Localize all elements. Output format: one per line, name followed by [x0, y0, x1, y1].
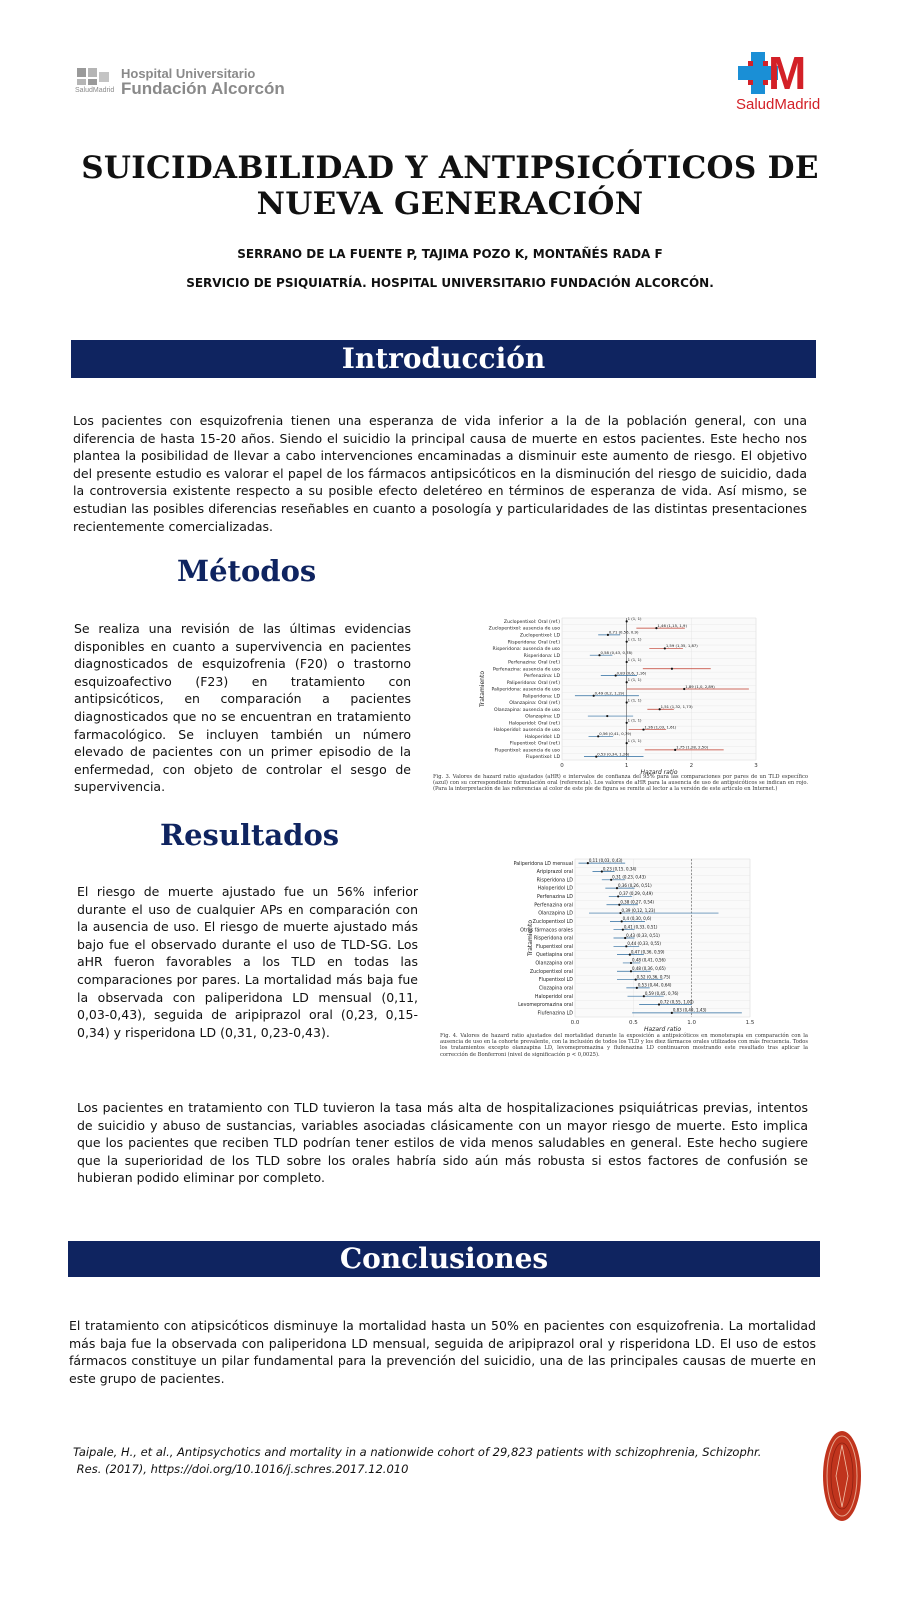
category-label: Clozapina oral — [538, 986, 573, 992]
intro-heading: Introducción — [341, 342, 546, 375]
affiliation: SERVICIO DE PSIQUIATRÍA. HOSPITAL UNIVERSITARIO FUNDACIÓN ALCORCÓN. — [186, 276, 714, 290]
value-label: 1 (1, 1) — [627, 656, 642, 662]
conclusions-heading: Conclusiones — [339, 1242, 549, 1275]
value-label: 1,75 (1,28, 2,50) — [676, 744, 709, 750]
authors: SERRANO DE LA FUENTE P, TAJIMA POZO K, MONTAÑÉS RADA F — [237, 247, 663, 261]
category-label: Olanzapina: Oral (ref.) — [509, 701, 560, 707]
figure-4 — [440, 855, 810, 1060]
value-label: 1 (1, 1) — [627, 697, 642, 703]
hospital-logo — [75, 66, 305, 100]
category-label: Risperidona: LD — [523, 653, 560, 659]
x-tick-label: 0.5 — [628, 1020, 638, 1026]
category-label: Aripiprazol oral — [536, 870, 573, 876]
value-label: 0,44 (0,33, 0,55) — [627, 941, 661, 947]
intro-text: Los pacientes con esquizofrenia tienen una esperanza de vida inferior a la de la población general, con una diferencia de hasta 15-20 años. Siendo el suicidio la principal causa de muerte en estos pacientes. Este hecho nos plantea la posibilidad de llevar a cabo intervenciones encaminadas a disminuir este aumento de riesgo. El objetivo del presente estudio es valorar el papel de los fármacos antipsicóticos en la disminución del riesgo de suicidio, dada la controversia existente respecto a su posible efecto deletéreo en términos de esperanza de vida. Así mismo, se estudian las posibles diferencias reseñables en cuanto a posología y particularidades de las distintas presentaciones recientemente comercializadas. — [73, 413, 807, 534]
category-label: Flupentixol: ausencia de uso — [494, 748, 560, 754]
poster-title: SUICIDABILIDAD Y ANTIPSICÓTICOS DE NUEVA GENERACIÓN — [81, 150, 819, 222]
x-tick-label: 0 — [560, 763, 564, 769]
value-label: 1,89 (1,0, 2,89) — [685, 683, 715, 689]
results-heading: Resultados — [160, 818, 340, 852]
category-label: Perfenazina: Oral (ref.) — [508, 660, 560, 666]
category-label: Perfenazina LD — [537, 895, 573, 901]
category-label: Flupentixol: Oral (ref.) — [509, 741, 560, 747]
category-label: Zuclopentixol: LD — [519, 633, 560, 639]
category-label: Flupentixol LD — [538, 978, 573, 984]
value-label: 1 (1, 1) — [627, 616, 642, 622]
value-label: 0,41 (0,33, 0,51) — [623, 924, 658, 930]
figure-3-caption: Fig. 3. Valores de hazard ratio ajustados (aHR) e intervalos de confianza del 95% para las comparaciones por pares de un TLD específico (azul) con su correspondiente formulación oral (referencia). Los valores de aHR para la ausencia de uso de antipsicóticos se indican en rojo. (Para la interpretación de las referencias al color de este pie de figura se remite al lector a la versión de este artículo en Internet.) — [433, 774, 808, 793]
point-estimate — [671, 668, 673, 670]
point-estimate — [606, 715, 608, 717]
hospital-logo-line2: Fundación Alcorcón — [121, 79, 285, 98]
value-label: 0,43 (0,33, 0,51) — [626, 932, 660, 938]
value-label: 1 (1, 1) — [627, 677, 642, 683]
salud-madrid-text: SaludMadrid — [736, 96, 821, 113]
value-label: 0,48 (0,41, 0,56) — [632, 957, 666, 963]
value-label: 0,36 (0,26, 0,51) — [618, 882, 652, 888]
category-label: Risperidona LD — [536, 878, 573, 884]
category-label: Zuclopentixol LD — [532, 919, 573, 925]
category-label: Olanzapina: LD — [525, 714, 560, 720]
value-label: 0,38 (0,27, 0,54) — [620, 899, 654, 905]
figure-3 — [430, 612, 810, 802]
value-label: 0,72 (0,55, 1,00) — [660, 999, 694, 1005]
value-label: 0,53 (0,44, 0,64) — [637, 982, 672, 988]
intro-banner — [71, 340, 816, 378]
methods-text: Se realiza una revisión de las últimas evidencias disponibles en cuanto a supervivencia en pacientes diagnosticados de esquizofrenia (F20) o trastorno esquizoafectivo (F23) en tratamiento con antipsicóticos, en comparación a pacientes diagnosticados que no se encuentran en tratamiento farmacológico. Se incluyen también un número elevado de pacientes con un primer episodio de la enfermedad, con objeto de controlar el sesgo de supervivencia. — [74, 621, 411, 795]
reference — [73, 1444, 793, 1478]
value-label: 0,48 (0,36, 0,65) — [632, 966, 666, 972]
value-label: 0,39 (0,12, 1,23) — [621, 907, 656, 913]
category-label: Paliperidona: LD — [522, 694, 560, 700]
reference-line-2: Res. (2017), https://doi.org/10.1016/j.schres.2017.12.010 — [73, 1462, 409, 1476]
value-label: 0,11 (0,03, 0,43) — [588, 857, 623, 863]
value-label: 1,59 (1,35, 1,87) — [665, 643, 698, 649]
category-label: Perfenazina: ausencia de uso — [492, 667, 560, 673]
category-label: Otros fármacos orales — [520, 928, 573, 934]
methods-heading: Métodos — [177, 554, 317, 588]
value-label: 0,53 (0,34, 1,26) — [597, 751, 630, 757]
value-label: 0,23 (0,15, 0,34) — [602, 866, 637, 872]
value-label: 1 (1, 1) — [627, 737, 642, 743]
category-label: Levomepromazina oral — [518, 1003, 573, 1009]
value-label: 0,31 (0,23, 0,43) — [612, 874, 646, 880]
value-label: 0,4 (0,30, 0,6) — [622, 916, 652, 922]
category-label: Risperidona: Oral (ref.) — [507, 640, 560, 646]
category-label: Paliperidona: ausencia de uso — [491, 687, 560, 693]
x-tick-label: 2 — [689, 763, 694, 769]
category-label: Olanzapina LD — [538, 911, 573, 917]
forest-plot-fig4 — [440, 855, 810, 1033]
x-tick-label: 1 — [624, 763, 629, 769]
category-label: Zuclopentixol oral — [529, 969, 573, 975]
category-label: Risperidona: ausencia de uso — [492, 647, 560, 653]
hospital-logo-small: SaludMadrid — [75, 87, 115, 94]
x-axis-title: Hazard ratio — [643, 1026, 682, 1033]
category-label: Olanzapina oral — [535, 961, 573, 967]
x-tick-label: 0.0 — [570, 1020, 580, 1026]
category-label: Flufenazina LD — [537, 1011, 573, 1017]
category-label: Flupentixol oral — [535, 944, 573, 950]
y-axis-title: Tratamiento — [479, 671, 486, 707]
category-label: Haloperidol LD — [537, 886, 573, 892]
category-label: Paliperidona LD mensual — [513, 861, 573, 867]
value-label: 0,49 (0,2, 1,19) — [594, 690, 625, 696]
value-label: 1,26 (1,03, 1,61) — [644, 724, 677, 730]
category-label: Haloperidol oral — [534, 994, 573, 1000]
results-text-2: Los pacientes en tratamiento con TLD tuvieron la tasa más alta de hospitalizaciones psiquiátricas previas, intentos de suicidio y abuso de sustancias, variables asociadas clásicamente con un mayor riesgo de muerte. Esto implica que los pacientes que reciben TLD podrían tener estilos de vida menos saludables en general. Este hecho sugiere que la superioridad de los TLD sobre los orales habría sido aún más robusta si estos factores de confusión se hubieran podido eliminar por completo. — [77, 1100, 808, 1186]
x-tick-label: 1.5 — [745, 1020, 755, 1026]
value-label: 0,58 (0,43, 0,78) — [600, 649, 633, 655]
reference-line-1: Taipale, H., et al., Antipsychotics and mortality in a nationwide cohort of 29,823 patients with schizophrenia, Schizophr. — [73, 1445, 762, 1459]
results-text: El riesgo de muerte ajustado fue un 56% inferior durante el uso de cualquier APs en comparación con la ausencia de uso. El riesgo de muerte ajustado más bajo fue el observado durante el uso de TLD-SG. Los aHR fueron favorables a los TLD en todas las comparaciones por pares. La mortalidad más baja fue la observada con paliperidona LD mensual (0,11, 0,03-0,43), seguida de aripiprazol oral (0,23, 0,15-0,34) y risperidona LD (0,31, 0,23-0,43). — [77, 884, 418, 1040]
value-label: 0,37 (0,29, 0,49) — [619, 891, 653, 897]
category-label: Quetiapina oral — [536, 953, 573, 959]
category-label: Haloperidol: LD — [524, 734, 560, 740]
x-axis-title: Hazard ratio — [640, 769, 678, 774]
hospital-logo-line1: Hospital Universitario — [121, 66, 256, 81]
category-label: Olanzapina: ausencia de uso — [493, 707, 560, 713]
category-label: Perfenazina oral — [534, 903, 573, 909]
category-label: Zuclopentixol: ausencia de uso — [488, 626, 560, 632]
conclusions-text: El tratamiento con atipsicóticos disminuye la mortalidad hasta un 50% en pacientes con esquizofrenia. La mortalidad más baja fue la observada con paliperidona LD mensual, seguida de aripiprazol oral y risperidona LD. El uso de estos fármacos constituye un pilar fundamental para la prevención del suicidio, una de las principales causas de muerte en este grupo de pacientes. — [69, 1318, 816, 1386]
value-label: 0,71 (0,56, 0,9) — [608, 629, 639, 635]
figure-4-caption: Fig. 4. Valores de hazard ratio ajustados del mortalidad durante la exposición a antipsicóticos en monoterapia en comparación con la ausencia de uso en la cohorte prevalente, con la inclusión de todos los TLD y los diez fármacos orales utilizados con más frecuencia. Todos los tratamientos excepto olanzapina LD, levomepromazina y flufenazina LD continuaron mostrando este resultado tras aplicar la corrección de Bonferroni (nivel de significación p < 0,0025). — [440, 1033, 808, 1058]
category-label: Haloperidol: Oral (ref.) — [508, 721, 560, 727]
seal-emblem — [822, 1430, 862, 1522]
category-label: Paliperidona: Oral (ref.) — [506, 680, 560, 686]
value-label: 0,59 (0,45, 0,76) — [644, 991, 679, 997]
value-label: 0,83 (0,6, 1,16) — [616, 670, 647, 676]
value-label: 0,83 (0,49, 1,43) — [672, 1007, 707, 1013]
category-label: Flupentixol: LD — [525, 755, 560, 761]
salud-madrid-logo — [736, 47, 838, 120]
value-label: 0,56 (0,41, 0,79) — [599, 731, 632, 737]
category-label: Haloperidol: ausencia de uso — [493, 728, 560, 734]
x-tick-label: 3 — [754, 763, 758, 769]
value-label: 1,51 (1,32, 1,73) — [660, 704, 693, 710]
value-label: 1 (1, 1) — [627, 636, 642, 642]
value-label: 1 (1, 1) — [627, 717, 642, 723]
value-label: 1,46 (1,15, 1,9) — [657, 622, 687, 628]
value-label: 0,47 (0,36, 0,59) — [630, 949, 665, 955]
category-label: Risperidona oral — [533, 936, 573, 942]
salud-madrid-mark: M — [768, 47, 807, 99]
value-label: 0,52 (0,36, 0,75) — [636, 974, 671, 980]
category-label: Perfenazina: LD — [523, 674, 560, 680]
y-axis-title: Tratamiento — [527, 920, 534, 956]
forest-plot-fig3 — [430, 612, 810, 774]
conclusions-banner — [68, 1241, 820, 1277]
category-label: Zuclopentixol: Oral (ref.) — [503, 619, 560, 625]
x-tick-label: 1.0 — [687, 1020, 697, 1026]
